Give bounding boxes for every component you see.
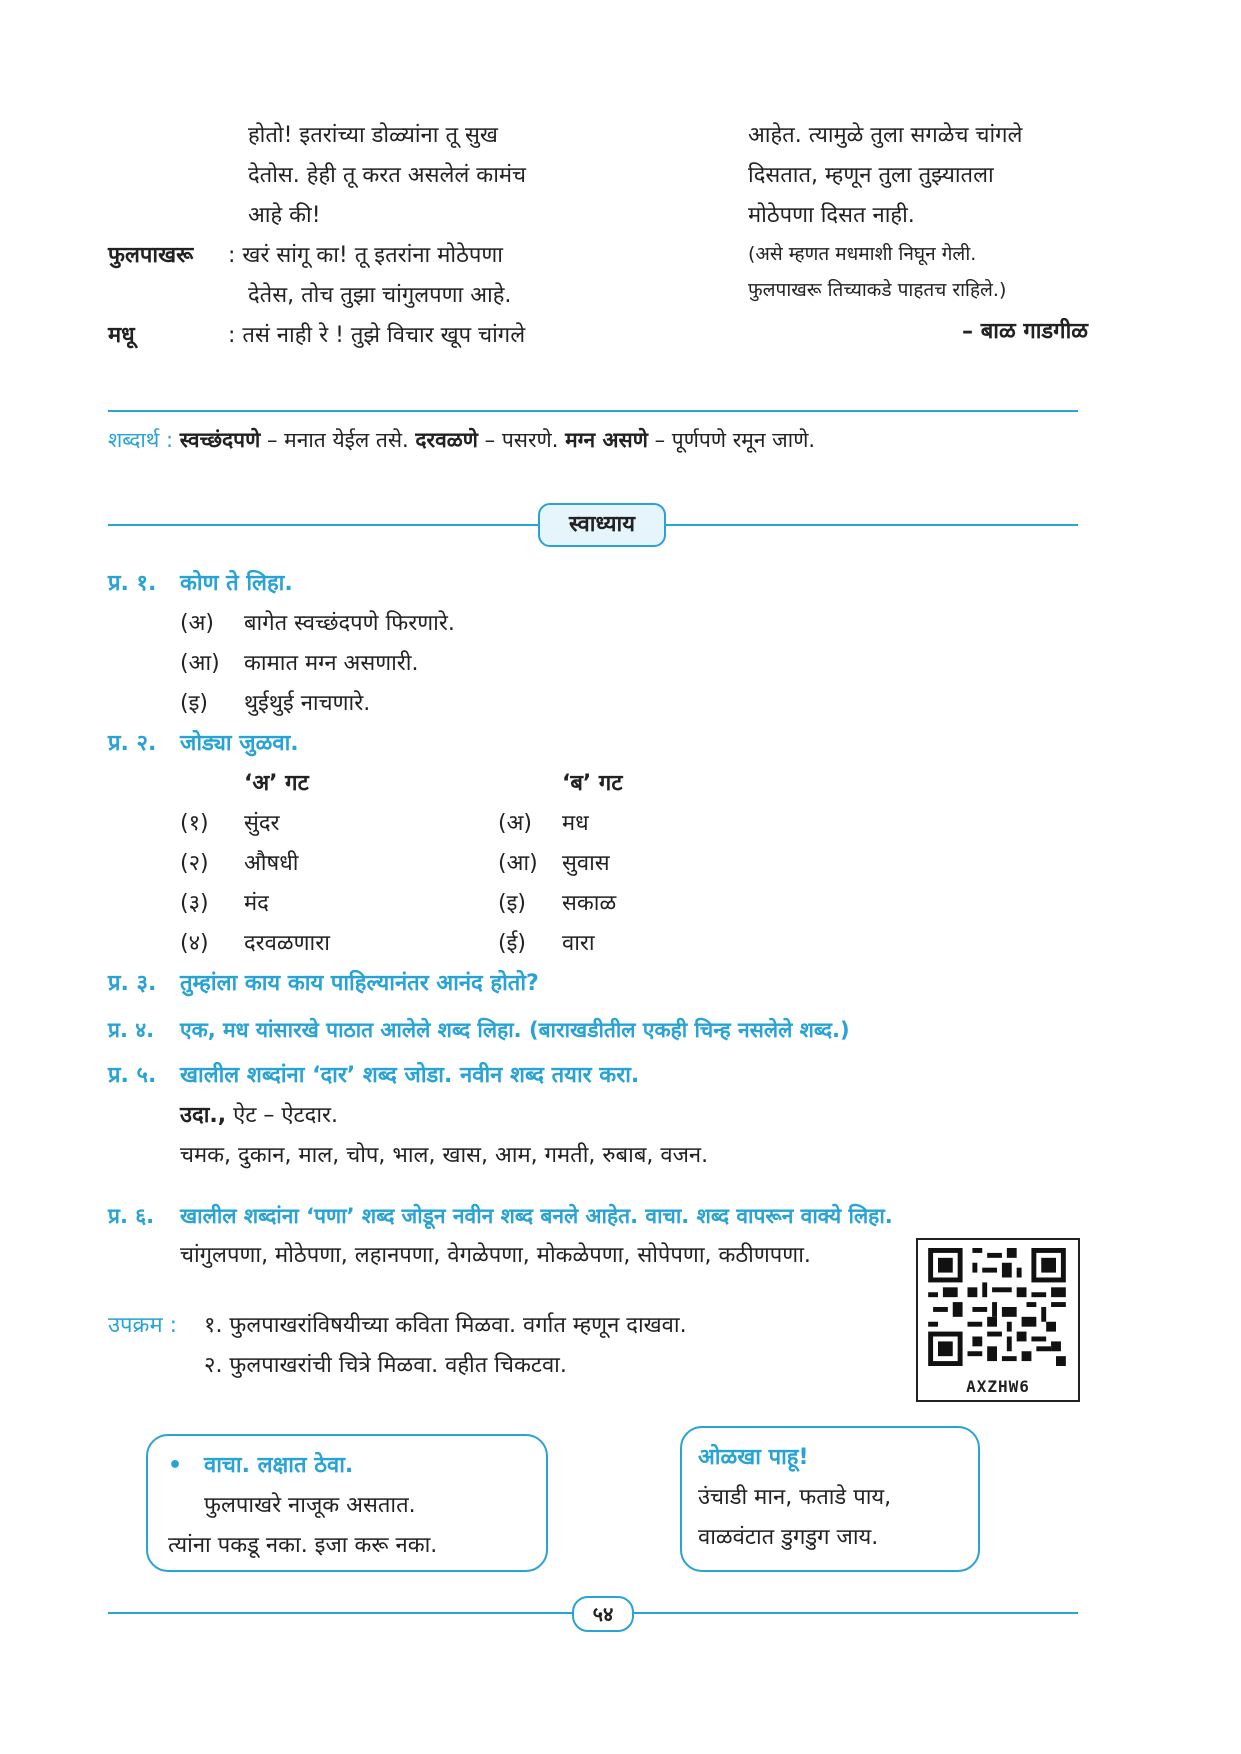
glossary bbox=[108, 420, 815, 460]
page-number: ५४ bbox=[572, 1596, 634, 1632]
question-2 bbox=[108, 724, 622, 964]
list-item bbox=[108, 644, 455, 684]
play-text: आहे की! bbox=[248, 203, 321, 228]
stage-line: (असे म्हणत मधमाशी निघून गेली. bbox=[748, 243, 977, 265]
glossary-meaning: – पसरणे. bbox=[484, 428, 559, 452]
qr-code-text: AXZHW6 bbox=[966, 1377, 1030, 1396]
b-label: (इ) bbox=[498, 891, 526, 916]
question-title: कोण ते लिहा. bbox=[180, 571, 293, 596]
example-label: उदा., bbox=[180, 1103, 227, 1128]
riddle-line: वाळवंटात डुगडुग जाय. bbox=[698, 1525, 879, 1550]
list-item bbox=[108, 604, 455, 644]
b-text: वारा bbox=[562, 931, 595, 956]
qr-icon bbox=[927, 1248, 1067, 1366]
a-text: मंद bbox=[244, 891, 269, 916]
b-label: (अ) bbox=[498, 811, 532, 836]
play-line bbox=[248, 196, 578, 236]
play-line bbox=[228, 236, 511, 276]
play-right-column bbox=[748, 116, 1088, 352]
question-number: प्र. ६. bbox=[108, 1204, 155, 1228]
play-line bbox=[228, 316, 525, 356]
a-text: सुंदर bbox=[244, 811, 280, 836]
b-label: (ई) bbox=[498, 931, 526, 956]
bullet: • bbox=[168, 1453, 183, 1478]
play-text: देतोस. हेही तू करत असलेलं कामंच bbox=[248, 163, 527, 188]
glossary-meaning: – मनात येईल तसे. bbox=[266, 428, 409, 452]
a-label: (२) bbox=[180, 851, 209, 876]
question-title: तुम्हांला काय काय पाहिल्यानंतर आनंद होतो? bbox=[180, 971, 539, 996]
question-number: प्र. १. bbox=[108, 571, 157, 596]
qr-code[interactable] bbox=[916, 1238, 1080, 1402]
question-title: खालील शब्दांना ‘दार’ शब्द जोडा. नवीन शब्द तयार करा. bbox=[180, 1063, 640, 1088]
a-text: औषधी bbox=[244, 851, 299, 876]
note-title: वाचा. लक्षात ठेवा. bbox=[204, 1453, 354, 1478]
word-list: चमक, दुकान, माल, चोप, भाल, खास, आम, गमती, रुबाब, वजन. bbox=[180, 1143, 709, 1168]
question-number: प्र. ३. bbox=[108, 971, 157, 996]
list-item bbox=[108, 684, 455, 724]
match-row bbox=[108, 844, 622, 884]
b-label: (आ) bbox=[498, 851, 538, 876]
play-line bbox=[248, 156, 578, 196]
note-line: त्यांना पकडू नका. इजा करू नका. bbox=[168, 1533, 438, 1558]
play-line: मोठेपणा दिसत नाही. bbox=[748, 203, 915, 228]
match-row bbox=[108, 804, 622, 844]
item-text: बागेत स्वच्छंदपणे फिरणारे. bbox=[244, 611, 455, 636]
riddle-box bbox=[680, 1426, 980, 1572]
item-label: (इ) bbox=[180, 691, 208, 716]
play-text: : खरं सांगू का! तू इतरांना मोठेपणा bbox=[228, 243, 503, 268]
item-label: (आ) bbox=[180, 651, 220, 676]
a-label: (३) bbox=[180, 891, 209, 916]
item-text: थुईथुई नाचणारे. bbox=[244, 691, 371, 716]
col-b-head: ‘ब’ गट bbox=[562, 771, 623, 796]
play-text: : तसं नाही रे ! तुझे विचार खूप चांगले bbox=[228, 323, 526, 348]
section-title: स्वाध्याय bbox=[538, 503, 666, 547]
glossary-term: मग्न असणे bbox=[565, 428, 648, 452]
riddle-title: ओळखा पाहू! bbox=[698, 1445, 809, 1470]
match-row bbox=[108, 884, 622, 924]
question-6 bbox=[108, 1196, 893, 1276]
stage-direction bbox=[748, 236, 1088, 308]
question-title: जोड्या जुळवा. bbox=[180, 731, 299, 756]
play-text: होतो! इतरांच्या डोळ्यांना तू सुख bbox=[248, 123, 498, 148]
question-title: खालील शब्दांना ‘पणा’ शब्द जोडून नवीन शब्द बनले आहेत. वाचा. शब्द वापरून वाक्ये लिहा. bbox=[180, 1204, 893, 1228]
question-number: प्र. ५. bbox=[108, 1063, 157, 1088]
question-5 bbox=[108, 1056, 708, 1176]
play-line: दिसतात, म्हणून तुला तुझ्यातला bbox=[748, 163, 994, 188]
word-list: चांगुलपणा, मोठेपणा, लहानपणा, वेगळेपणा, मोकळेपणा, सोपेपणा, कठीणपणा. bbox=[180, 1243, 811, 1268]
question-4 bbox=[108, 1010, 850, 1050]
riddle-line: उंचाडी मान, फताडे पाय, bbox=[698, 1485, 892, 1510]
b-text: मध bbox=[562, 811, 589, 836]
activities-label: उपक्रम : bbox=[108, 1313, 178, 1338]
question-number: प्र. ४. bbox=[108, 1018, 155, 1042]
activity-item: २. फुलपाखरांची चित्रे मिळवा. वहीत चिकटवा. bbox=[204, 1353, 567, 1378]
example bbox=[108, 1096, 708, 1136]
glossary-label: शब्दार्थ : bbox=[108, 428, 174, 452]
play-line: आहेत. त्यामुळे तुला सगळेच चांगले bbox=[748, 123, 1023, 148]
question-title: एक, मध यांसारखे पाठात आलेले शब्द लिहा. (बाराखडीतील एकही चिन्ह नसलेले शब्द.) bbox=[180, 1018, 850, 1042]
example-text: ऐट – ऐटदार. bbox=[226, 1103, 339, 1128]
match-row bbox=[108, 924, 622, 964]
divider-top bbox=[108, 410, 1078, 412]
a-text: दरवळणारा bbox=[244, 931, 330, 956]
play-left-column bbox=[108, 116, 578, 356]
play-text: देतेस, तोच तुझा चांगुलपणा आहे. bbox=[248, 283, 512, 308]
play-line bbox=[248, 116, 578, 156]
b-text: सकाळ bbox=[562, 891, 617, 916]
match-header bbox=[108, 764, 622, 804]
item-text: कामात मग्न असणारी. bbox=[244, 651, 419, 676]
speaker-butterfly: फुलपाखरू bbox=[108, 243, 194, 268]
item-label: (अ) bbox=[180, 611, 214, 636]
note-box bbox=[146, 1434, 548, 1572]
note-line: फुलपाखरे नाजूक असतात. bbox=[204, 1493, 416, 1518]
question-3 bbox=[108, 964, 539, 1004]
activity-item: १. फुलपाखरांविषयीच्या कविता मिळवा. वर्गात म्हणून दाखवा. bbox=[204, 1313, 687, 1338]
stage-line: फुलपाखरू तिच्याकडे पाहतच राहिले.) bbox=[748, 279, 1007, 301]
glossary-term: स्वच्छंदपणे bbox=[179, 428, 261, 452]
question-1 bbox=[108, 564, 455, 724]
a-label: (४) bbox=[180, 931, 209, 956]
play-line bbox=[228, 276, 511, 316]
activities bbox=[108, 1306, 687, 1386]
question-number: प्र. २. bbox=[108, 731, 157, 756]
col-a-head: ‘अ’ गट bbox=[244, 771, 309, 796]
b-text: सुवास bbox=[562, 851, 610, 876]
speaker-madhu: मधू bbox=[108, 323, 135, 348]
author: – बाळ गाडगीळ bbox=[962, 319, 1088, 344]
glossary-meaning: – पूर्णपणे रमून जाणे. bbox=[654, 428, 816, 452]
glossary-term: दरवळणे bbox=[415, 428, 478, 452]
a-label: (१) bbox=[180, 811, 209, 836]
